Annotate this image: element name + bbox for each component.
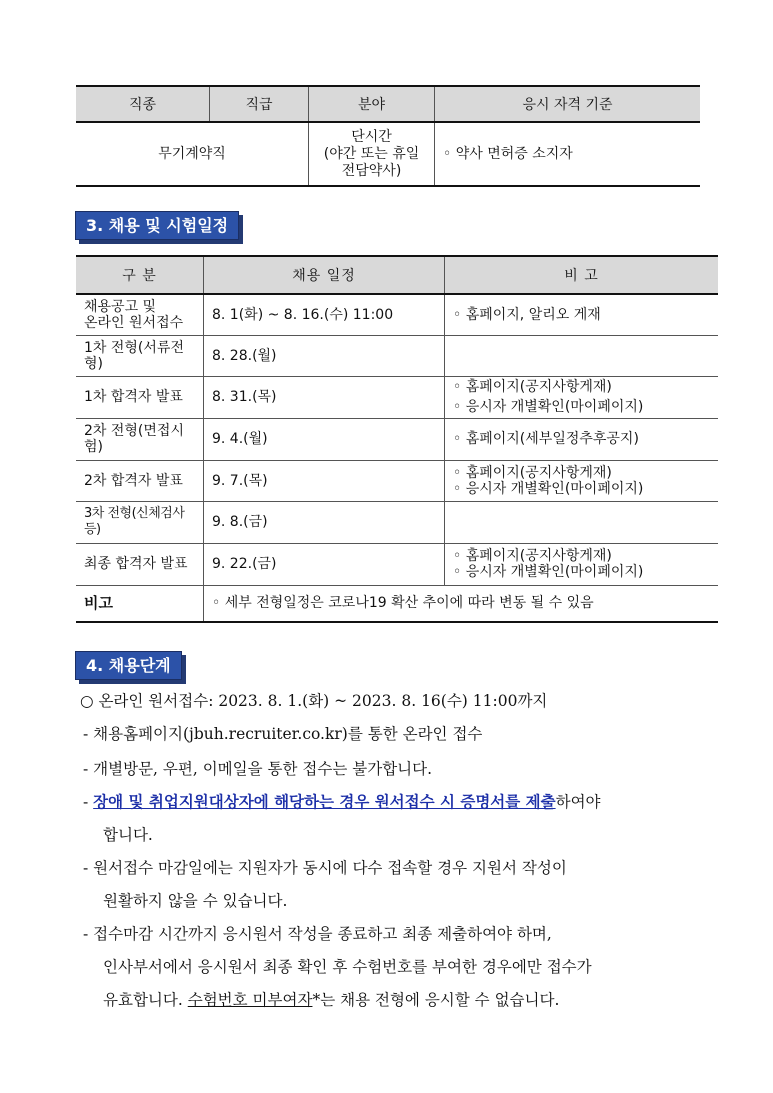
table-row [76, 335, 718, 376]
row-date: 9. 7.(목) [204, 460, 445, 501]
field-cell [309, 122, 435, 186]
table-header-row [76, 86, 700, 122]
row-date: 9. 22.(금) [204, 543, 445, 585]
field-line: 단시간 [351, 128, 392, 145]
bullet-certificate-cont: 합니다. [103, 826, 153, 844]
bullet-deadline-congestion-cont: 원활하지 않을 수 있습니다. [103, 892, 288, 910]
note-line: ◦ 홈페이지(공지사항게재) [453, 548, 612, 564]
row-date: 8. 28.(월) [204, 335, 445, 376]
row-date: 9. 4.(월) [204, 418, 445, 460]
table-row [76, 122, 700, 186]
bullet-submission-cont: 인사부서에서 응시원서 최종 확인 후 수험번호를 부여한 경우에만 접수가 [103, 958, 592, 976]
qualification-table [76, 85, 700, 187]
row-notes [445, 335, 719, 376]
header-field: 분야 [309, 86, 435, 122]
remark-text: ◦ 세부 전형일정은 코로나19 확산 추이에 따라 변동 될 수 있음 [204, 585, 719, 622]
field-line: (야간 또는 휴일 [323, 145, 420, 162]
row-date: 8. 31.(목) [204, 376, 445, 418]
table-row [76, 543, 718, 585]
note-line: ◦ 홈페이지(공지사항게재) [453, 379, 612, 395]
header-schedule: 채용 일정 [204, 256, 445, 294]
bullet-deadline-congestion: - 원서접수 마감일에는 지원자가 동시에 다수 접속할 경우 지원서 작성이 [83, 859, 567, 877]
table-row [76, 460, 718, 501]
bullet-certificate [83, 790, 601, 812]
bullet-online-application: - 채용홈페이지(jbuh.recruiter.co.kr)를 통한 온라인 접수 [83, 725, 483, 743]
valid-text: 유효합니다. [103, 991, 188, 1009]
note-line: ◦ 홈페이지, 알리오 게재 [453, 306, 601, 323]
criteria-cell: ◦ 약사 면허증 소지자 [435, 122, 701, 186]
table-row [76, 376, 718, 418]
table-row [76, 418, 718, 460]
note-line: ◦ 홈페이지(공지사항게재) [453, 464, 612, 481]
note-line: ◦ 응시자 개별확인(마이페이지) [453, 564, 644, 580]
schedule-table [76, 255, 718, 623]
job-type-cell: 무기계약직 [76, 122, 309, 186]
row-label-line: 온라인 원서접수 [84, 314, 184, 331]
note-line: ◦ 응시자 개별확인(마이페이지) [453, 399, 644, 415]
bullet-dash: - [83, 793, 94, 811]
row-label [76, 294, 204, 335]
ineligible-text: *는 채용 전형에 응시할 수 없습니다. [312, 991, 560, 1009]
table-row [76, 294, 718, 335]
application-period: ○ 온라인 원서접수: 2023. 8. 1.(화) ~ 2023. 8. 16(수) 11:00까지 [80, 692, 548, 710]
table-row [76, 501, 718, 543]
row-label: 3차 전형(신체검사 등) [76, 501, 204, 543]
remark-row [76, 585, 718, 622]
header-criteria: 응시 자격 기준 [435, 86, 701, 122]
header-grade: 직급 [210, 86, 309, 122]
header-category: 구 분 [76, 256, 204, 294]
row-date: 9. 8.(금) [204, 501, 445, 543]
remark-label: 비고 [76, 585, 204, 622]
bullet-submission: - 접수마감 시간까지 응시원서 작성을 종료하고 최종 제출하여야 하며, [83, 925, 552, 943]
note-line: ◦ 응시자 개별확인(마이페이지) [453, 480, 644, 497]
row-label-line: 채용공고 및 [84, 298, 157, 315]
row-notes [445, 501, 719, 543]
row-notes [445, 418, 719, 460]
row-label: 최종 합격자 발표 [76, 543, 204, 585]
section-4-heading: 4. 채용단계 [75, 651, 182, 680]
table-header-row [76, 256, 718, 294]
note-line: ◦ 홈페이지(세부일정추후공지) [453, 431, 639, 447]
row-notes [445, 376, 719, 418]
row-notes [445, 543, 719, 585]
no-exam-number-text: 수험번호 미부여자 [187, 991, 313, 1009]
row-label: 2차 합격자 발표 [76, 460, 204, 501]
row-label: 1차 전형(서류전형) [76, 335, 204, 376]
field-line: 전담약사) [341, 162, 402, 179]
row-notes [445, 460, 719, 501]
certificate-emphasis: 장애 및 취업지원대상자에 해당하는 경우 원서접수 시 증명서를 제출 [93, 792, 556, 811]
bullet-submission-final [103, 988, 559, 1010]
bullet-tail: 하여야 [555, 793, 601, 811]
row-date: 8. 1(화) ~ 8. 16.(수) 11:00 [204, 294, 445, 335]
section-3-heading: 3. 채용 및 시험일정 [75, 211, 239, 240]
header-notes: 비 고 [445, 256, 719, 294]
row-label: 1차 합격자 발표 [76, 376, 204, 418]
row-label: 2차 전형(면접시험) [76, 418, 204, 460]
bullet-no-offline: - 개별방문, 우편, 이메일을 통한 접수는 불가합니다. [83, 760, 433, 778]
header-job-type: 직종 [76, 86, 210, 122]
row-notes [445, 294, 719, 335]
